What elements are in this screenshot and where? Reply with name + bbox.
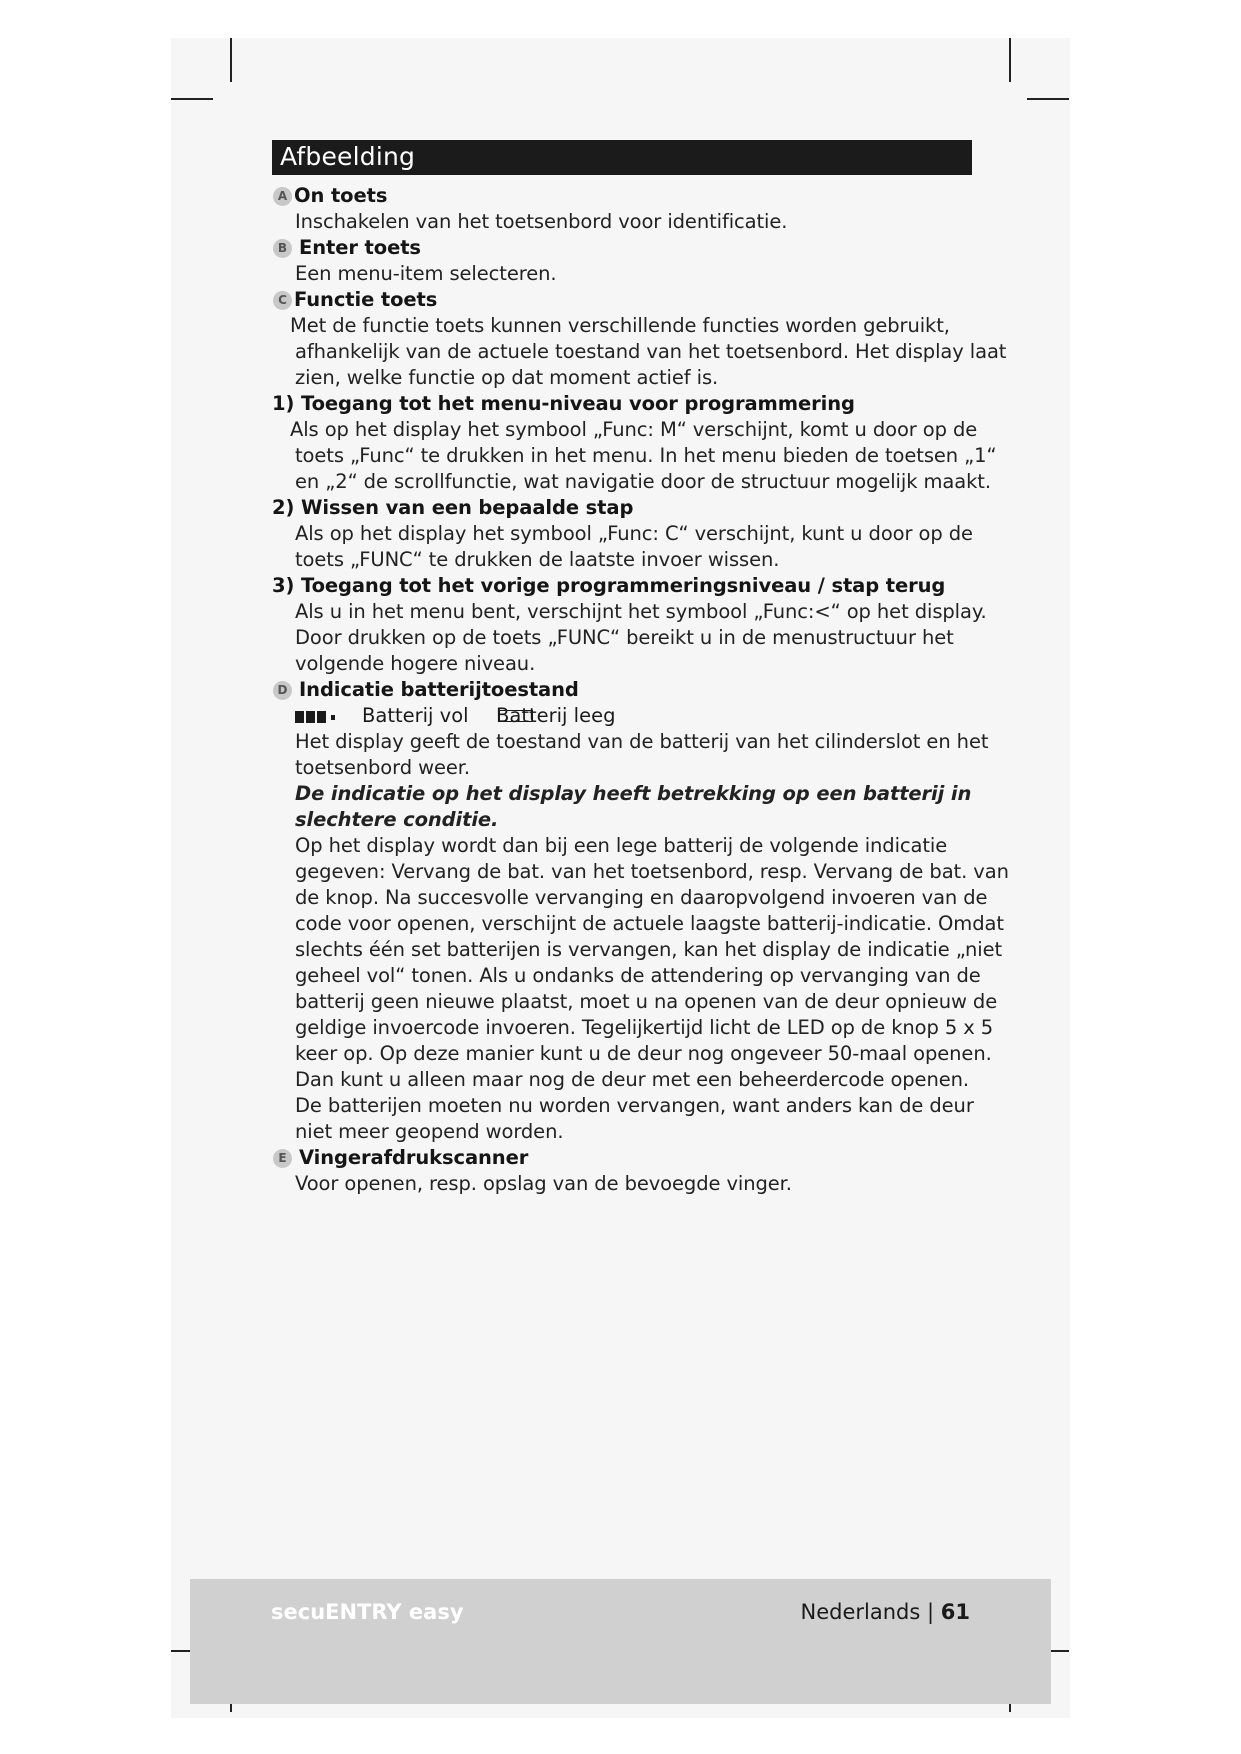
marker-b: B: [273, 239, 292, 258]
item-c-line: afhankelijk van de actuele toestand van het toetsenbord. Het display laat: [295, 340, 1007, 363]
item-d-title: Indicatie batterijtoestand: [299, 678, 579, 701]
section-title-bar: [272, 140, 972, 175]
item-c-line: zien, welke functie op dat moment actief is.: [295, 366, 719, 389]
item-d-line: de knop. Na succesvolle vervanging en daaropvolgend invoeren van de: [295, 886, 988, 909]
item-d-line: Op het display wordt dan bij een lege batterij de volgende indicatie: [295, 834, 948, 857]
item-d-line: Dan kunt u alleen maar nog de deur met een beheerdercode openen.: [295, 1068, 969, 1091]
item-e-text: Voor openen, resp. opslag van de bevoegde vinger.: [295, 1172, 792, 1195]
item-c-title: Functie toets: [294, 288, 438, 311]
section-title: Afbeelding: [280, 142, 416, 171]
item-d-line: niet meer geopend worden.: [295, 1120, 564, 1143]
crop-mark: [171, 98, 213, 100]
item-e-title: Vingerafdrukscanner: [299, 1146, 529, 1169]
item-d-line: batterij geen nieuwe plaatst, moet u na openen van de deur opnieuw de: [295, 990, 998, 1013]
battery-full-label: Batterij vol: [362, 704, 469, 727]
item-d-italic-line: De indicatie op het display heeft betrekking op een batterij in: [295, 782, 972, 805]
step-1-line: toets „Func“ te drukken in het menu. In het menu bieden de toetsen „1“: [295, 444, 997, 467]
item-d-line: gegeven: Vervang de bat. van het toetsenbord, resp. Vervang de bat. van: [295, 860, 1009, 883]
item-d-line: code voor openen, verschijnt de actuele laagste batterij-indicatie. Omdat: [295, 912, 1004, 935]
marker-a: A: [273, 187, 292, 206]
item-d-line: geheel vol“ tonen. Als u ondanks de attendering op vervanging van de: [295, 964, 981, 987]
footer-language: [801, 1600, 970, 1624]
step-2-line: Als op het display het symbool „Func: C“ verschijnt, kunt u door op de: [295, 522, 973, 545]
step-3-line: Door drukken op de toets „FUNC“ bereikt u in de menustructuur het: [295, 626, 954, 649]
step-2-title: 2) Wissen van een bepaalde stap: [272, 496, 634, 519]
item-b-text: Een menu-item selecteren.: [295, 262, 557, 285]
item-d-italic-line: slechtere conditie.: [295, 808, 499, 831]
step-1-line: Als op het display het symbool „Func: M“ verschijnt, komt u door op de: [290, 418, 978, 441]
item-d-line: De batterijen moeten nu worden vervangen, want anders kan de deur: [295, 1094, 974, 1117]
step-1-title: 1) Toegang tot het menu-niveau voor programmering: [272, 392, 855, 415]
footer-language-label: Nederlands |: [800, 1600, 935, 1624]
marker-c: C: [273, 291, 292, 310]
item-c-line: Met de functie toets kunnen verschillende functies worden gebruikt,: [290, 314, 950, 337]
battery-full-icon: [295, 711, 335, 723]
item-a-text: Inschakelen van het toetsenbord voor identificatie.: [295, 210, 788, 233]
item-b-title: Enter toets: [299, 236, 421, 259]
step-3-title: 3) Toegang tot het vorige programmeringsniveau / stap terug: [272, 574, 946, 597]
footer-brand: secuENTRY easy: [271, 1600, 464, 1624]
crop-mark: [230, 38, 232, 82]
crop-mark: [1009, 38, 1011, 82]
crop-mark: [1027, 98, 1069, 100]
marker-e: E: [273, 1149, 292, 1168]
step-3-line: Als u in het menu bent, verschijnt het symbool „Func:<“ op het display.: [295, 600, 987, 623]
item-d-line: keer op. Op deze manier kunt u de deur nog ongeveer 50-maal openen.: [295, 1042, 992, 1065]
battery-empty-label: Batterij leeg: [496, 704, 616, 727]
marker-d: D: [273, 681, 292, 700]
page-number: 61: [940, 1600, 970, 1624]
item-d-line: geldige invoercode invoeren. Tegelijkertijd licht de LED op de knop 5 x 5: [295, 1016, 994, 1039]
item-d-line: slechts één set batterijen is vervangen, kan het display de indicatie „niet: [295, 938, 1003, 961]
step-2-line: toets „FUNC“ te drukken de laatste invoer wissen.: [295, 548, 780, 571]
step-3-line: volgende hogere niveau.: [295, 652, 536, 675]
item-a-title: On toets: [294, 184, 388, 207]
page-footer: [190, 1579, 1051, 1704]
item-d-line: toetsenbord weer.: [295, 756, 470, 779]
step-1-line: en „2“ de scrollfunctie, wat navigatie door de structuur mogelijk maakt.: [295, 470, 991, 493]
item-d-line: Het display geeft de toestand van de batterij van het cilinderslot en het: [295, 730, 989, 753]
